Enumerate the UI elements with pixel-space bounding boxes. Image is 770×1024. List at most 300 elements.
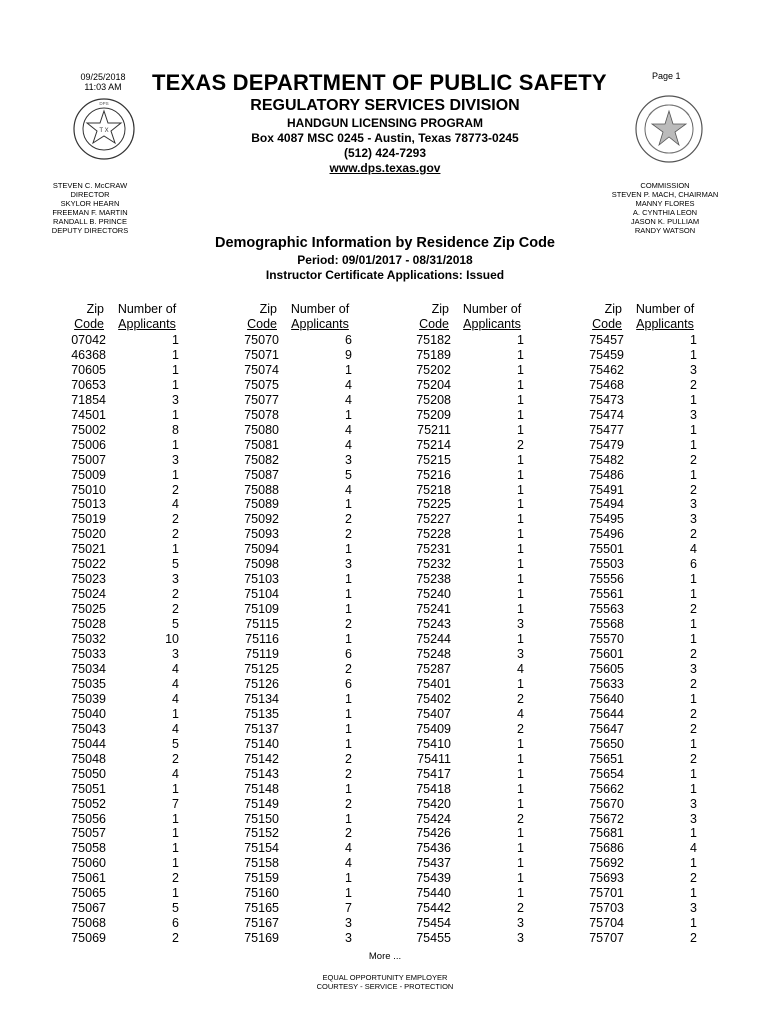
applicant-count-cell: 1: [172, 826, 179, 841]
staff-line: RANDY WATSON: [634, 226, 696, 235]
applicant-count-cell: 1: [517, 826, 524, 841]
table-row: [413, 901, 524, 916]
table-row: [413, 438, 524, 453]
zip-code-cell: 75032: [71, 632, 106, 647]
applicant-count-cell: 1: [517, 751, 524, 766]
zip-code-cell: 75020: [71, 527, 106, 542]
zip-code-cell: 75150: [244, 811, 279, 826]
applicant-count-cell: 1: [517, 497, 524, 512]
applicant-count-cell: 1: [690, 886, 697, 901]
zip-code-cell: 75143: [244, 766, 279, 781]
applicant-count-cell: 1: [517, 587, 524, 602]
applicant-count-cell: 1: [517, 512, 524, 527]
table-row: [586, 572, 697, 587]
table-row: [241, 931, 352, 946]
zip-code-cell: 75424: [416, 811, 451, 826]
applicant-count-cell: 1: [345, 691, 352, 706]
zip-code-cell: 75013: [71, 497, 106, 512]
applicant-count-cell: 2: [690, 706, 697, 721]
zip-code-cell: 75094: [244, 542, 279, 557]
zip-code-cell: 75455: [416, 931, 451, 946]
zip-code-cell: 75093: [244, 527, 279, 542]
applicant-count-cell: 2: [172, 527, 179, 542]
table-row: [68, 363, 179, 378]
zip-code-cell: 75473: [589, 392, 624, 407]
zip-code-cell: 75023: [71, 572, 106, 587]
applicant-count-cell: 2: [345, 766, 352, 781]
table-row: [241, 812, 352, 827]
applicant-count-cell: 6: [345, 647, 352, 662]
table-row: [586, 408, 697, 423]
zip-code-cell: 75182: [416, 333, 451, 347]
table-row: [586, 916, 697, 931]
zip-code-cell: 75075: [244, 377, 279, 392]
applicant-count-cell: 1: [517, 871, 524, 886]
applicant-count-cell: 1: [690, 826, 697, 841]
zip-code-cell: 75089: [244, 497, 279, 512]
applicant-count-cell: 3: [690, 512, 697, 527]
table-row: [586, 617, 697, 632]
table-row: [413, 333, 524, 348]
zip-header: Zip Code: [247, 302, 277, 331]
table-row: [241, 348, 352, 363]
table-row: [241, 557, 352, 572]
applicant-count-cell: 4: [345, 377, 352, 392]
table-row: [68, 512, 179, 527]
table-row: [586, 767, 697, 782]
zip-code-cell: 75021: [71, 542, 106, 557]
applicant-count-cell: 6: [172, 916, 179, 931]
table-row: [586, 931, 697, 946]
svg-text:DPS: DPS: [99, 101, 109, 106]
staff-line: SKYLOR HEARN: [60, 199, 120, 208]
applicant-count-cell: 3: [690, 407, 697, 422]
zip-table-col-4: [586, 333, 697, 946]
zip-code-cell: 75050: [71, 766, 106, 781]
applicant-count-cell: 1: [690, 856, 697, 871]
table-row: [413, 737, 524, 752]
zip-code-cell: 75218: [416, 482, 451, 497]
applicant-count-cell: 3: [345, 452, 352, 467]
zip-code-cell: 75149: [244, 796, 279, 811]
contact-block: [185, 116, 585, 176]
applicant-count-cell: 2: [345, 826, 352, 841]
applicant-count-cell: 3: [345, 916, 352, 931]
applicant-count-cell: 7: [345, 901, 352, 916]
website-link[interactable]: www.dps.texas.gov: [329, 161, 441, 175]
zip-code-cell: 75043: [71, 721, 106, 736]
table-row: [586, 363, 697, 378]
zip-code-cell: 75420: [416, 796, 451, 811]
applicant-count-cell: 1: [345, 497, 352, 512]
zip-code-cell: 75189: [416, 347, 451, 362]
table-row: [586, 512, 697, 527]
applicant-count-cell: 2: [690, 676, 697, 691]
zip-code-cell: 75160: [244, 886, 279, 901]
report-date: [72, 72, 134, 92]
table-row: [413, 423, 524, 438]
applicant-count-cell: 2: [690, 647, 697, 662]
zip-code-cell: 75033: [71, 647, 106, 662]
applicant-count-cell: 2: [690, 602, 697, 617]
table-row: [241, 453, 352, 468]
table-row: [68, 782, 179, 797]
zip-code-cell: 75204: [416, 377, 451, 392]
staff-line: JASON K. PULLIAM: [630, 217, 700, 226]
texas-state-seal-icon: [633, 93, 705, 165]
table-row: [68, 767, 179, 782]
applicant-count-cell: 1: [517, 766, 524, 781]
table-row: [241, 512, 352, 527]
table-row: [68, 602, 179, 617]
applicant-count-cell: 6: [345, 333, 352, 347]
zip-code-cell: 75022: [71, 557, 106, 572]
applicant-count-cell: 1: [690, 736, 697, 751]
applicant-count-cell: 2: [517, 901, 524, 916]
applicant-count-cell: 1: [690, 347, 697, 362]
zip-code-cell: 75104: [244, 587, 279, 602]
zip-code-cell: 75010: [71, 482, 106, 497]
table-row: [586, 841, 697, 856]
table-row: [241, 782, 352, 797]
table-row: [586, 901, 697, 916]
zip-code-cell: 75154: [244, 841, 279, 856]
table-row: [68, 662, 179, 677]
table-row: [586, 826, 697, 841]
applicant-count-cell: 4: [690, 542, 697, 557]
applicant-count-cell: 4: [172, 721, 179, 736]
table-row: [413, 886, 524, 901]
table-row: [68, 423, 179, 438]
applicant-count-cell: 5: [172, 901, 179, 916]
zip-code-cell: 75040: [71, 706, 106, 721]
zip-code-cell: 75216: [416, 467, 451, 482]
table-row: [68, 841, 179, 856]
applicant-count-cell: 1: [517, 333, 524, 347]
table-row: [241, 542, 352, 557]
zip-code-cell: 75672: [589, 811, 624, 826]
zip-code-cell: 75081: [244, 437, 279, 452]
zip-header: Zip Code: [592, 302, 622, 331]
applicant-count-cell: 4: [172, 497, 179, 512]
table-row: [586, 453, 697, 468]
table-row: [68, 572, 179, 587]
table-row: [586, 871, 697, 886]
table-row: [241, 767, 352, 782]
applicant-count-cell: 4: [172, 676, 179, 691]
table-row: [586, 378, 697, 393]
zip-code-cell: 75060: [71, 856, 106, 871]
applicant-count-cell: 1: [690, 781, 697, 796]
zip-code-cell: 75570: [589, 632, 624, 647]
table-row: [241, 632, 352, 647]
applicant-count-cell: 2: [690, 527, 697, 542]
zip-code-cell: 75701: [589, 886, 624, 901]
table-row: [241, 423, 352, 438]
zip-code-cell: 75074: [244, 362, 279, 377]
table-row: [413, 453, 524, 468]
applicant-count-cell: 2: [690, 377, 697, 392]
applicant-count-cell: 3: [690, 796, 697, 811]
staff-line: DEPUTY DIRECTORS: [51, 226, 129, 235]
zip-code-cell: 75077: [244, 392, 279, 407]
applicant-count-cell: 3: [172, 392, 179, 407]
applicant-count-cell: 1: [517, 392, 524, 407]
zip-code-cell: 75238: [416, 572, 451, 587]
applicant-count-cell: 1: [172, 781, 179, 796]
table-row: [241, 647, 352, 662]
zip-code-cell: 75454: [416, 916, 451, 931]
table-row: [413, 856, 524, 871]
staff-line: COMMISSION: [640, 181, 690, 190]
table-row: [586, 722, 697, 737]
applicant-count-cell: 2: [690, 931, 697, 946]
table-row: [586, 677, 697, 692]
zip-code-cell: 75654: [589, 766, 624, 781]
zip-code-cell: 75482: [589, 452, 624, 467]
zip-code-cell: 75202: [416, 362, 451, 377]
applicant-count-cell: 3: [690, 901, 697, 916]
dps-seal-icon: [70, 97, 138, 161]
table-row: [413, 916, 524, 931]
table-row: [413, 497, 524, 512]
zip-code-cell: 75640: [589, 691, 624, 706]
zip-code-cell: 75137: [244, 721, 279, 736]
applicant-count-cell: 1: [345, 811, 352, 826]
applicant-count-cell: 1: [517, 676, 524, 691]
zip-code-cell: 75503: [589, 557, 624, 572]
applicant-count-cell: 2: [172, 931, 179, 946]
table-row: [586, 602, 697, 617]
zip-code-cell: 75707: [589, 931, 624, 946]
table-row: [241, 572, 352, 587]
table-row: [68, 468, 179, 483]
table-row: [413, 812, 524, 827]
table-row: [68, 826, 179, 841]
table-row: [413, 931, 524, 946]
staff-line: A. CYNTHIA LEON: [632, 208, 698, 217]
table-row: [241, 468, 352, 483]
applicant-count-cell: 1: [172, 706, 179, 721]
applicant-count-cell: 1: [172, 467, 179, 482]
table-row: [241, 826, 352, 841]
table-row: [413, 692, 524, 707]
applicant-count-cell: 1: [345, 721, 352, 736]
commission-list: [605, 181, 725, 235]
table-row: [241, 752, 352, 767]
zip-code-cell: 46368: [71, 347, 106, 362]
more-indicator: More ...: [368, 951, 402, 962]
applicant-count-cell: 4: [517, 706, 524, 721]
table-row: [68, 677, 179, 692]
table-row: [68, 752, 179, 767]
table-row: [413, 378, 524, 393]
zip-code-cell: 75601: [589, 647, 624, 662]
zip-code-cell: 75486: [589, 467, 624, 482]
staff-line: STEVEN C. McCRAW: [52, 181, 128, 190]
applicants-header: Number of Applicants: [462, 302, 522, 331]
zip-code-cell: 70605: [71, 362, 106, 377]
zip-code-cell: 75439: [416, 871, 451, 886]
report-date-value: 09/25/2018: [80, 72, 126, 82]
table-row: [413, 722, 524, 737]
table-row: [68, 737, 179, 752]
table-row: [241, 916, 352, 931]
applicant-count-cell: 4: [172, 766, 179, 781]
table-row: [68, 886, 179, 901]
applicant-count-cell: 2: [172, 871, 179, 886]
zip-code-cell: 75152: [244, 826, 279, 841]
applicant-count-cell: 2: [172, 482, 179, 497]
table-row: [68, 378, 179, 393]
zip-code-cell: 75148: [244, 781, 279, 796]
zip-code-cell: 70653: [71, 377, 106, 392]
table-row: [241, 692, 352, 707]
applicant-count-cell: 1: [172, 377, 179, 392]
table-row: [68, 632, 179, 647]
zip-code-cell: 75052: [71, 796, 106, 811]
table-row: [586, 468, 697, 483]
zip-code-cell: 75024: [71, 587, 106, 602]
zip-table-col-2: [241, 333, 352, 946]
applicant-count-cell: 3: [517, 647, 524, 662]
applicant-count-cell: 1: [517, 482, 524, 497]
zip-code-cell: 75057: [71, 826, 106, 841]
zip-table-col-1: [68, 333, 179, 946]
zip-code-cell: 75409: [416, 721, 451, 736]
zip-code-cell: 75686: [589, 841, 624, 856]
table-row: [241, 483, 352, 498]
report-time-value: 11:03 AM: [84, 82, 122, 92]
table-row: [241, 438, 352, 453]
zip-code-cell: 75644: [589, 706, 624, 721]
applicant-count-cell: 4: [345, 392, 352, 407]
applicant-count-cell: 1: [345, 572, 352, 587]
applicant-count-cell: 1: [345, 706, 352, 721]
zip-code-cell: 75244: [416, 632, 451, 647]
table-row: [241, 707, 352, 722]
table-row: [68, 617, 179, 632]
zip-code-cell: 75231: [416, 542, 451, 557]
table-row: [413, 662, 524, 677]
zip-code-cell: 75007: [71, 452, 106, 467]
applicant-count-cell: 1: [172, 333, 179, 347]
report-title: Demographic Information by Residence Zip Code: [215, 235, 555, 251]
table-row: [68, 438, 179, 453]
applicant-count-cell: 2: [345, 617, 352, 632]
table-row: [586, 782, 697, 797]
zip-code-cell: 75078: [244, 407, 279, 422]
staff-line: FREEMAN F. MARTIN: [52, 208, 128, 217]
applicant-count-cell: 3: [517, 617, 524, 632]
table-row: [413, 767, 524, 782]
zip-code-cell: 75477: [589, 422, 624, 437]
applicant-count-cell: 1: [172, 437, 179, 452]
applicant-count-cell: 2: [517, 691, 524, 706]
staff-line: STEVEN P. MACH, CHAIRMAN: [611, 190, 719, 199]
table-row: [68, 647, 179, 662]
table-row: [68, 497, 179, 512]
zip-code-cell: 75211: [417, 422, 451, 437]
zip-code-cell: 75495: [589, 512, 624, 527]
applicant-count-cell: 2: [172, 602, 179, 617]
zip-code-cell: 71854: [71, 392, 106, 407]
zip-code-cell: 75035: [71, 676, 106, 691]
applicant-count-cell: 1: [517, 362, 524, 377]
zip-code-cell: 75491: [589, 482, 624, 497]
applicant-count-cell: 1: [690, 691, 697, 706]
applicant-count-cell: 1: [172, 811, 179, 826]
applicant-count-cell: 1: [345, 886, 352, 901]
table-row: [586, 737, 697, 752]
table-row: [413, 393, 524, 408]
zip-code-cell: 75568: [589, 617, 624, 632]
zip-code-cell: 75006: [71, 437, 106, 452]
applicant-count-cell: 6: [690, 557, 697, 572]
applicant-count-cell: 1: [517, 796, 524, 811]
zip-code-cell: 75009: [71, 467, 106, 482]
zip-code-cell: 75082: [244, 452, 279, 467]
program-name: HANDGUN LICENSING PROGRAM: [286, 116, 483, 130]
zip-code-cell: 75440: [416, 886, 451, 901]
zip-code-cell: 75125: [244, 661, 279, 676]
table-row: [68, 692, 179, 707]
applicant-count-cell: 5: [345, 467, 352, 482]
applicant-count-cell: 2: [172, 512, 179, 527]
applicant-count-cell: 2: [690, 751, 697, 766]
zip-code-cell: 75401: [416, 676, 451, 691]
table-row: [413, 542, 524, 557]
table-row: [68, 812, 179, 827]
applicant-count-cell: 2: [172, 587, 179, 602]
table-row: [413, 617, 524, 632]
staff-line: RANDALL B. PRINCE: [53, 217, 127, 226]
zip-code-cell: 75633: [589, 676, 624, 691]
table-row: [413, 587, 524, 602]
page-number: Page 1: [652, 71, 681, 81]
applicant-count-cell: 1: [517, 886, 524, 901]
applicant-count-cell: 1: [517, 736, 524, 751]
applicant-count-cell: 1: [690, 766, 697, 781]
applicant-count-cell: 1: [517, 557, 524, 572]
table-row: [586, 752, 697, 767]
zip-code-cell: 75228: [416, 527, 451, 542]
applicant-count-cell: 1: [345, 871, 352, 886]
zip-code-cell: 75496: [589, 527, 624, 542]
applicant-count-cell: 3: [690, 362, 697, 377]
zip-code-cell: 07042: [71, 333, 106, 347]
zip-code-cell: 75039: [71, 691, 106, 706]
table-row: [586, 812, 697, 827]
footer-eoe: EQUAL OPPORTUNITY EMPLOYER: [322, 973, 448, 982]
table-row: [586, 542, 697, 557]
zip-code-cell: 75605: [589, 661, 624, 676]
applicant-count-cell: 1: [517, 452, 524, 467]
table-row: [68, 797, 179, 812]
report-period: Period: 09/01/2017 - 08/31/2018: [297, 253, 473, 267]
applicant-count-cell: 1: [517, 377, 524, 392]
zip-code-cell: 75693: [589, 871, 624, 886]
zip-code-cell: 75028: [71, 617, 106, 632]
zip-code-cell: 75407: [416, 706, 451, 721]
table-row: [586, 692, 697, 707]
table-row: [413, 826, 524, 841]
table-row: [241, 662, 352, 677]
zip-code-cell: 75068: [71, 916, 106, 931]
zip-code-cell: 75411: [417, 751, 451, 766]
column-header-group: [413, 302, 533, 334]
table-row: [241, 617, 352, 632]
